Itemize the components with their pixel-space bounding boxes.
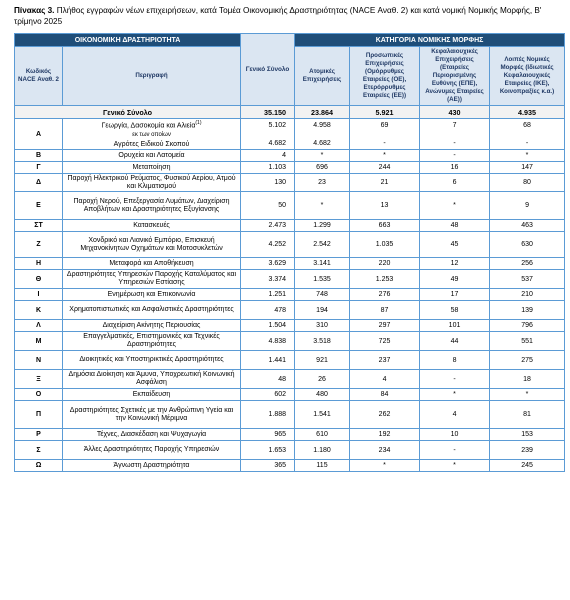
row-other-forms: 239 <box>490 441 565 460</box>
row-capital-companies: - <box>420 441 490 460</box>
row-other-forms: 9 <box>490 192 565 220</box>
row-partnerships: * <box>350 150 420 162</box>
table-row <box>15 429 565 441</box>
row-partnerships: * <box>350 460 420 472</box>
table-row <box>15 220 565 232</box>
row-value: 7 <box>452 121 457 129</box>
table-row <box>15 232 565 258</box>
row-partnerships: 84 <box>350 389 420 401</box>
table-row <box>15 258 565 270</box>
col-header-partnerships: Προσωπικές Επιχειρήσεις (Ομόρρυθμες Εταιρείες (ΟΕ), Ετερόρρυθμες Εταιρείες (ΕΕ)) <box>350 47 420 106</box>
row-total: 3.629 <box>241 258 295 270</box>
row-partnerships: 1.253 <box>350 270 420 289</box>
row-partnerships: 297 <box>350 320 420 332</box>
row-other-forms: 630 <box>490 232 565 258</box>
table-row <box>15 401 565 429</box>
row-capital-companies: 10 <box>420 429 490 441</box>
row-capital-companies: 45 <box>420 232 490 258</box>
table-row <box>15 119 565 150</box>
row-capital-companies: 48 <box>420 220 490 232</box>
row-description: Δημόσια Διοίκηση και Άμυνα, Υποχρεωτική Κοινωνική Ασφάλιση <box>63 370 241 389</box>
row-code: Π <box>15 401 63 429</box>
row-other-forms: 275 <box>490 351 565 370</box>
row-sole-proprietorships: 1.535 <box>295 270 350 289</box>
table-row <box>15 370 565 389</box>
table-row <box>15 320 565 332</box>
row-sole-proprietorships: 1.541 <box>295 401 350 429</box>
row-description: Χρηματοπιστωτικές και Ασφαλιστικές Δραστηριότητες <box>63 301 241 320</box>
row-sole-proprietorships: 610 <box>295 429 350 441</box>
row-value-c4 <box>490 119 565 150</box>
row-other-forms: 551 <box>490 332 565 351</box>
row-code: Ρ <box>15 429 63 441</box>
row-capital-companies: - <box>420 370 490 389</box>
row-other-forms: * <box>490 150 565 162</box>
row-value-sub: 4.682 <box>268 139 287 147</box>
row-description: Τέχνες, Διασκέδαση και Ψυχαγωγία <box>63 429 241 441</box>
row-total: 1.103 <box>241 162 295 174</box>
table-row <box>15 270 565 289</box>
group-header-activity: ΟΙΚΟΝΟΜΙΚΗ ΔΡΑΣΤΗΡΙΟΤΗΤΑ <box>15 34 241 47</box>
grand-total-sole: 23.864 <box>295 106 350 119</box>
row-other-forms: 80 <box>490 174 565 192</box>
row-partnerships: 244 <box>350 162 420 174</box>
row-sole-proprietorships: * <box>295 150 350 162</box>
row-value-sub: 4.682 <box>313 139 331 147</box>
row-sole-proprietorships: 3.141 <box>295 258 350 270</box>
row-description: Άλλες Δραστηριότητες Παροχής Υπηρεσιών <box>63 441 241 460</box>
grand-total-label: Γενικό Σύνολο <box>15 106 241 119</box>
row-other-forms: 153 <box>490 429 565 441</box>
row-capital-companies: - <box>420 150 490 162</box>
grand-total-partnerships: 5.921 <box>350 106 420 119</box>
row-partnerships: 725 <box>350 332 420 351</box>
row-total: 478 <box>241 301 295 320</box>
table-row <box>15 389 565 401</box>
row-other-forms: 18 <box>490 370 565 389</box>
row-description-text: Γεωργία, Δασοκομία και Αλιεία <box>101 122 196 130</box>
col-header-total: Γενικό Σύνολο <box>241 34 295 106</box>
row-description: Επαγγελματικές, Επιστημονικές και Τεχνικές Δραστηριότητες <box>63 332 241 351</box>
row-partnerships: 220 <box>350 258 420 270</box>
row-sole-proprietorships: 26 <box>295 370 350 389</box>
table-row <box>15 289 565 301</box>
row-capital-companies: 4 <box>420 401 490 429</box>
col-header-other-forms: Λοιπές Νομικές Μορφές (Ιδιωτικές Κεφαλαιουχικές Εταιρείες (ΙΚΕ), Κοινοπραξίες κ.α.) <box>490 47 565 106</box>
col-header-sole-proprietorships: Ατομικές Επιχειρήσεις <box>295 47 350 106</box>
row-sole-proprietorships: 480 <box>295 389 350 401</box>
row-description: Χονδρικό και Λιανικό Εμπόριο, Επισκευή Μηχανοκίνητων Οχημάτων και Μοτοσυκλετών <box>63 232 241 258</box>
row-other-forms: 139 <box>490 301 565 320</box>
row-description: Μεταφορά και Αποθήκευση <box>63 258 241 270</box>
row-description: Παροχή Ηλεκτρικού Ρεύματος, Φυσικού Αερίου, Ατμού και Κλιματισμού <box>63 174 241 192</box>
row-total: 1.653 <box>241 441 295 460</box>
row-code: Θ <box>15 270 63 289</box>
row-total: 365 <box>241 460 295 472</box>
table-row <box>15 301 565 320</box>
row-code: ΣΤ <box>15 220 63 232</box>
table-row <box>15 460 565 472</box>
row-value-sub: - <box>525 139 529 147</box>
row-sole-proprietorships: 23 <box>295 174 350 192</box>
row-partnerships: 4 <box>350 370 420 389</box>
row-capital-companies: * <box>420 192 490 220</box>
row-capital-companies: 17 <box>420 289 490 301</box>
row-partnerships: 663 <box>350 220 420 232</box>
row-value-sub: - <box>383 139 386 147</box>
row-description: Διοικητικές και Υποστηρικτικές Δραστηριότητες <box>63 351 241 370</box>
row-other-forms: 245 <box>490 460 565 472</box>
row-total: 1.888 <box>241 401 295 429</box>
grand-total-row <box>15 106 565 119</box>
row-value-total <box>241 119 295 150</box>
table-title-prefix: Πίνακας 3. <box>14 6 55 15</box>
row-description: Κατασκευές <box>63 220 241 232</box>
row-sole-proprietorships: 1.180 <box>295 441 350 460</box>
row-partnerships: 192 <box>350 429 420 441</box>
row-total: 48 <box>241 370 295 389</box>
row-other-forms: 463 <box>490 220 565 232</box>
row-description <box>63 119 241 150</box>
grand-total-other: 4.935 <box>490 106 565 119</box>
row-code: Γ <box>15 162 63 174</box>
row-code: Α <box>15 119 63 150</box>
row-other-forms: 210 <box>490 289 565 301</box>
row-code: Ι <box>15 289 63 301</box>
table-title <box>14 5 562 27</box>
row-code: Μ <box>15 332 63 351</box>
row-code: Η <box>15 258 63 270</box>
row-description: Διαχείριση Ακίνητης Περιουσίας <box>63 320 241 332</box>
row-sole-proprietorships: * <box>295 192 350 220</box>
row-capital-companies: 8 <box>420 351 490 370</box>
row-other-forms: 147 <box>490 162 565 174</box>
row-partnerships: 13 <box>350 192 420 220</box>
col-header-code: Κωδικός NACE Αναθ. 2 <box>15 47 63 106</box>
footnote-marker: (1) <box>195 120 202 126</box>
row-capital-companies: 16 <box>420 162 490 174</box>
row-total: 2.473 <box>241 220 295 232</box>
row-sole-proprietorships: 115 <box>295 460 350 472</box>
row-description: Δραστηριότητες Υπηρεσιών Παροχής Καταλύματος και Υπηρεσιών Εστίασης <box>63 270 241 289</box>
row-code: Ζ <box>15 232 63 258</box>
row-value-c1 <box>295 119 350 150</box>
row-sole-proprietorships: 748 <box>295 289 350 301</box>
data-table <box>14 33 565 472</box>
row-capital-companies: 44 <box>420 332 490 351</box>
row-description: Δραστηριότητες Σχετικές με την Ανθρώπινη Υγεία και την Κοινωνική Μέριμνα <box>63 401 241 429</box>
row-code: Κ <box>15 301 63 320</box>
table-row <box>15 351 565 370</box>
row-other-forms: * <box>490 389 565 401</box>
row-total: 3.374 <box>241 270 295 289</box>
row-other-forms: 796 <box>490 320 565 332</box>
row-capital-companies: * <box>420 460 490 472</box>
row-value: 4.958 <box>313 121 331 129</box>
row-other-forms: 537 <box>490 270 565 289</box>
row-description-sub: εκ των οποίων <box>132 132 171 139</box>
table-row <box>15 192 565 220</box>
row-total: 4.838 <box>241 332 295 351</box>
row-capital-companies: 12 <box>420 258 490 270</box>
grand-total-value: 35.150 <box>241 106 295 119</box>
row-value-sub: - <box>453 139 456 147</box>
row-sole-proprietorships: 1.299 <box>295 220 350 232</box>
row-value: 68 <box>523 121 531 129</box>
row-capital-companies: 58 <box>420 301 490 320</box>
row-code: Ω <box>15 460 63 472</box>
row-description: Παροχή Νερού, Επεξεργασία Λυμάτων, Διαχείριση Αποβλήτων και Δραστηριότητες Εξυγίανσης <box>63 192 241 220</box>
row-description: Μεταποίηση <box>63 162 241 174</box>
table-row <box>15 332 565 351</box>
row-other-forms: 81 <box>490 401 565 429</box>
row-code: Ν <box>15 351 63 370</box>
row-partnerships: 237 <box>350 351 420 370</box>
row-partnerships: 276 <box>350 289 420 301</box>
row-total: 50 <box>241 192 295 220</box>
table-row <box>15 150 565 162</box>
row-total: 602 <box>241 389 295 401</box>
row-value: 5.102 <box>268 121 287 129</box>
row-description: Ορυχεία και Λατομεία <box>63 150 241 162</box>
row-description: Εκπαίδευση <box>63 389 241 401</box>
row-other-forms: 256 <box>490 258 565 270</box>
row-sole-proprietorships: 194 <box>295 301 350 320</box>
col-header-description: Περιγραφή <box>63 47 241 106</box>
row-sole-proprietorships: 310 <box>295 320 350 332</box>
row-total: 1.441 <box>241 351 295 370</box>
row-capital-companies: 49 <box>420 270 490 289</box>
row-code: Δ <box>15 174 63 192</box>
row-value: 69 <box>380 121 389 129</box>
row-partnerships: 262 <box>350 401 420 429</box>
table-row <box>15 162 565 174</box>
row-total: 4.252 <box>241 232 295 258</box>
row-value-c3 <box>420 119 490 150</box>
row-capital-companies: 6 <box>420 174 490 192</box>
row-total: 965 <box>241 429 295 441</box>
grand-total-capital: 430 <box>420 106 490 119</box>
row-code: Σ <box>15 441 63 460</box>
row-sole-proprietorships: 696 <box>295 162 350 174</box>
row-code: Ε <box>15 192 63 220</box>
table-title-text: Πλήθος εγγραφών νέων επιχειρήσεων, κατά Τομέα Οικονομικής Δραστηριότητας (NACE Αναθ. 2) και κατά νομική Νομικής Μορφής, Β' τρίμηνο 2025 <box>14 6 542 26</box>
row-partnerships: 21 <box>350 174 420 192</box>
row-description-sub2: Αγρότες Ειδικού Σκοπού <box>113 141 190 149</box>
col-header-capital-companies: Κεφαλαιουχικές Επιχειρήσεις (Εταιρείες Περιορισμένης Ευθύνης (ΕΠΕ), Ανώνυμες Εταιρείες (ΑΕ)) <box>420 47 490 106</box>
row-total: 4 <box>241 150 295 162</box>
row-description: Άγνωστη Δραστηριότητα <box>63 460 241 472</box>
row-description: Ενημέρωση και Επικοινωνία <box>63 289 241 301</box>
row-sole-proprietorships: 921 <box>295 351 350 370</box>
table-row <box>15 441 565 460</box>
row-code: Λ <box>15 320 63 332</box>
row-code: Β <box>15 150 63 162</box>
row-capital-companies: * <box>420 389 490 401</box>
row-code: Ξ <box>15 370 63 389</box>
row-code: Ο <box>15 389 63 401</box>
row-partnerships: 1.035 <box>350 232 420 258</box>
row-partnerships: 87 <box>350 301 420 320</box>
row-partnerships: 234 <box>350 441 420 460</box>
row-total: 1.251 <box>241 289 295 301</box>
row-total: 1.504 <box>241 320 295 332</box>
table-row <box>15 174 565 192</box>
group-header-legal-form: ΚΑΤΗΓΟΡΙΑ ΝΟΜΙΚΗΣ ΜΟΡΦΗΣ <box>295 34 565 47</box>
row-sole-proprietorships: 3.518 <box>295 332 350 351</box>
row-total: 130 <box>241 174 295 192</box>
row-capital-companies: 101 <box>420 320 490 332</box>
row-sole-proprietorships: 2.542 <box>295 232 350 258</box>
row-value-c2 <box>350 119 420 150</box>
